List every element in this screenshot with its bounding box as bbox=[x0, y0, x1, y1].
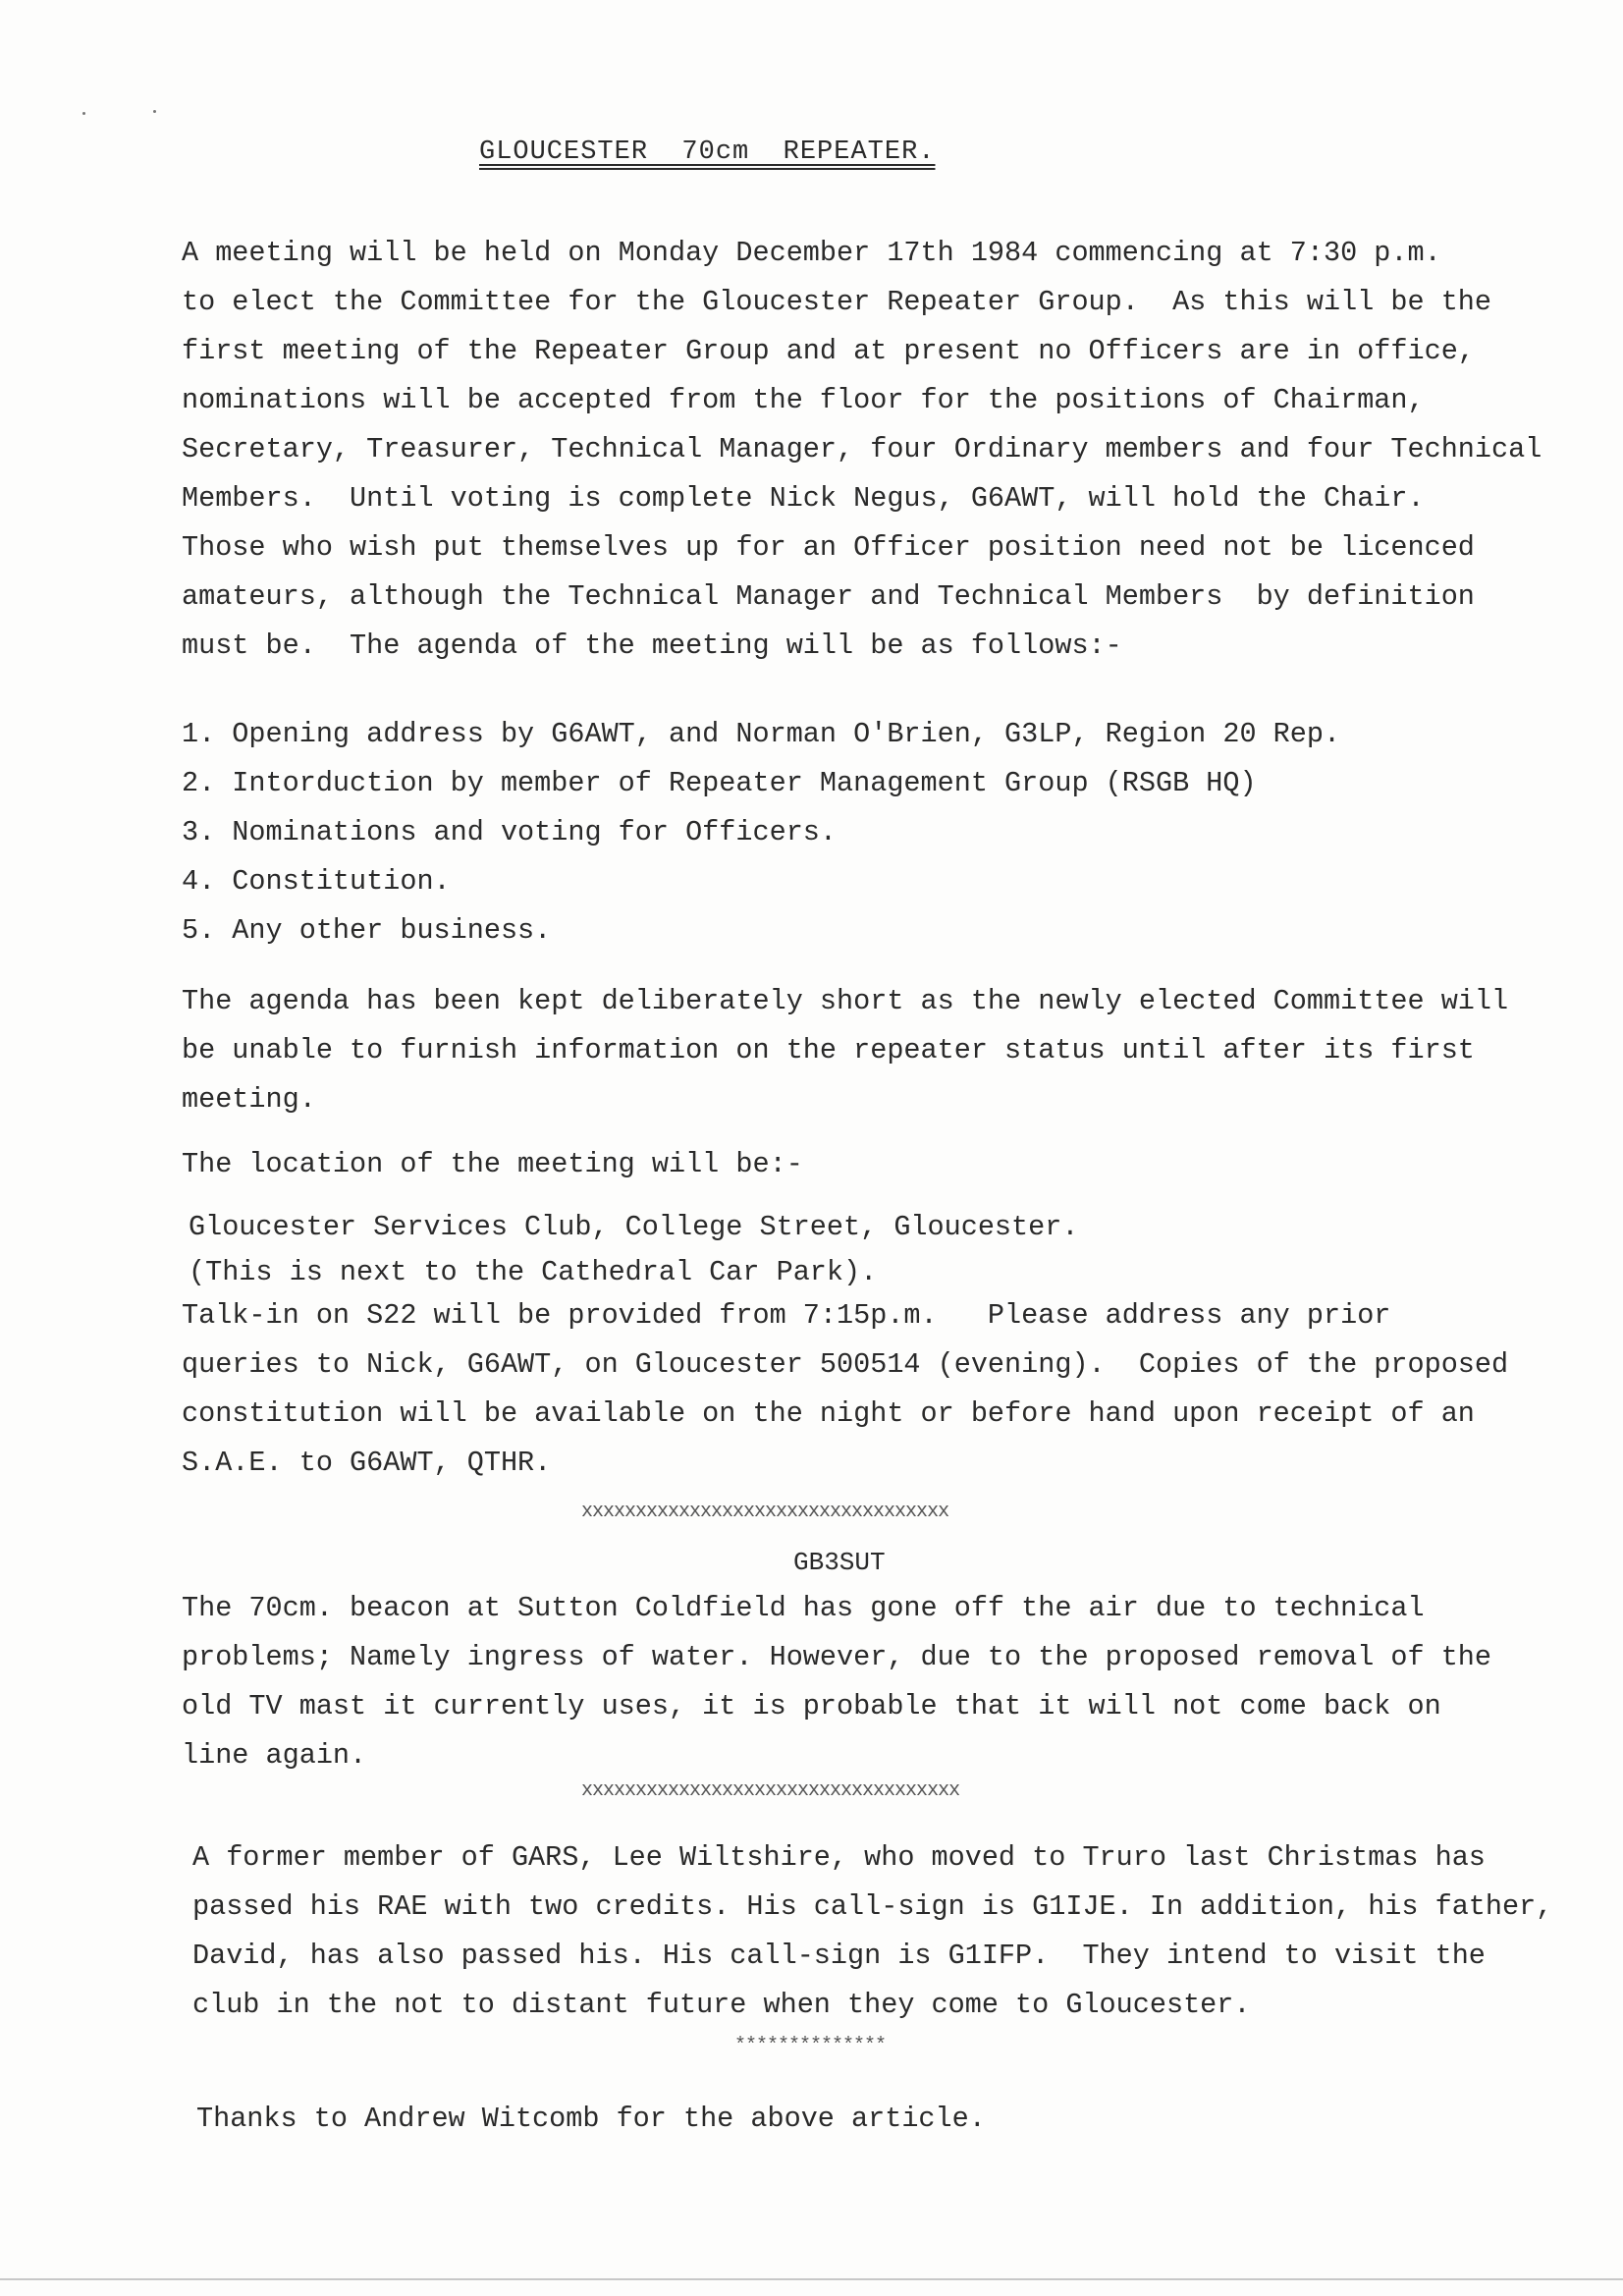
location-line: (This is next to the Cathedral Car Park). bbox=[189, 1256, 878, 1288]
beacon-line: old TV mast it currently uses, it is probable that it will not come back on bbox=[182, 1690, 1441, 1722]
member-line: club in the not to distant future when they come to Gloucester. bbox=[192, 1989, 1251, 2021]
meeting-line: first meeting of the Repeater Group and at present no Officers are in office, bbox=[182, 335, 1475, 367]
thanks-line: Thanks to Andrew Witcomb for the above article. bbox=[196, 2103, 986, 2135]
beacon-line: line again. bbox=[182, 1739, 367, 1772]
agenda-note-line: be unable to furnish information on the repeater status until after its first bbox=[182, 1034, 1475, 1066]
separator-line: ************** bbox=[734, 2035, 887, 2057]
talkin-line: S.A.E. to G6AWT, QTHR. bbox=[182, 1447, 552, 1479]
separator-line: xxxxxxxxxxxxxxxxxxxxxxxxxxxxxxxxxxx bbox=[581, 1779, 960, 1802]
beacon-line: problems; Namely ingress of water. However, due to the proposed removal of the bbox=[182, 1641, 1492, 1673]
beacon-line: The 70cm. beacon at Sutton Coldfield has gone off the air due to technical bbox=[182, 1592, 1425, 1624]
location-intro: The location of the meeting will be:- bbox=[182, 1148, 803, 1180]
talkin-line: Talk-in on S22 will be provided from 7:15p.m. Please address any prior bbox=[182, 1299, 1391, 1332]
meeting-line: must be. The agenda of the meeting will be as follows:- bbox=[182, 629, 1122, 662]
talkin-line: queries to Nick, G6AWT, on Gloucester 500514 (evening). Copies of the proposed bbox=[182, 1348, 1509, 1381]
meeting-line: Secretary, Treasurer, Technical Manager, four Ordinary members and four Technical bbox=[182, 433, 1542, 465]
separator-line: xxxxxxxxxxxxxxxxxxxxxxxxxxxxxxxxxx bbox=[581, 1501, 949, 1523]
document-title: GLOUCESTER 70cm REPEATER. bbox=[479, 137, 936, 167]
agenda-note-line: meeting. bbox=[182, 1083, 316, 1116]
meeting-line: Members. Until voting is complete Nick Negus, G6AWT, will hold the Chair. bbox=[182, 482, 1425, 515]
member-line: passed his RAE with two credits. His call-sign is G1IJE. In addition, his father, bbox=[192, 1890, 1553, 1923]
agenda-note-line: The agenda has been kept deliberately short as the newly elected Committee will bbox=[182, 985, 1509, 1017]
agenda-item: 5. Any other business. bbox=[182, 914, 552, 947]
location-line: Gloucester Services Club, College Street, Gloucester. bbox=[189, 1211, 1079, 1243]
member-line: David, has also passed his. His call-sign is G1IFP. They intend to visit the bbox=[192, 1940, 1486, 1972]
agenda-item: 3. Nominations and voting for Officers. bbox=[182, 816, 838, 848]
speck-mark bbox=[153, 110, 156, 113]
agenda-item: 2. Intorduction by member of Repeater Management Group (RSGB HQ) bbox=[182, 767, 1257, 799]
beacon-heading: GB3SUT bbox=[793, 1548, 886, 1577]
speck-mark bbox=[82, 112, 85, 115]
talkin-line: constitution will be available on the night or before hand upon receipt of an bbox=[182, 1397, 1475, 1430]
agenda-item: 4. Constitution. bbox=[182, 865, 451, 898]
meeting-line: A meeting will be held on Monday December 17th 1984 commencing at 7:30 p.m. bbox=[182, 237, 1441, 269]
member-line: A former member of GARS, Lee Wiltshire, who moved to Truro last Christmas has bbox=[192, 1841, 1486, 1874]
bottom-rule bbox=[0, 2278, 1623, 2280]
meeting-line: amateurs, although the Technical Manager and Technical Members by definition bbox=[182, 580, 1475, 613]
meeting-line: to elect the Committee for the Gloucester Repeater Group. As this will be the bbox=[182, 286, 1492, 318]
agenda-item: 1. Opening address by G6AWT, and Norman O'Brien, G3LP, Region 20 Rep. bbox=[182, 718, 1341, 750]
meeting-line: Those who wish put themselves up for an Officer position need not be licenced bbox=[182, 531, 1475, 564]
meeting-line: nominations will be accepted from the floor for the positions of Chairman, bbox=[182, 384, 1425, 416]
